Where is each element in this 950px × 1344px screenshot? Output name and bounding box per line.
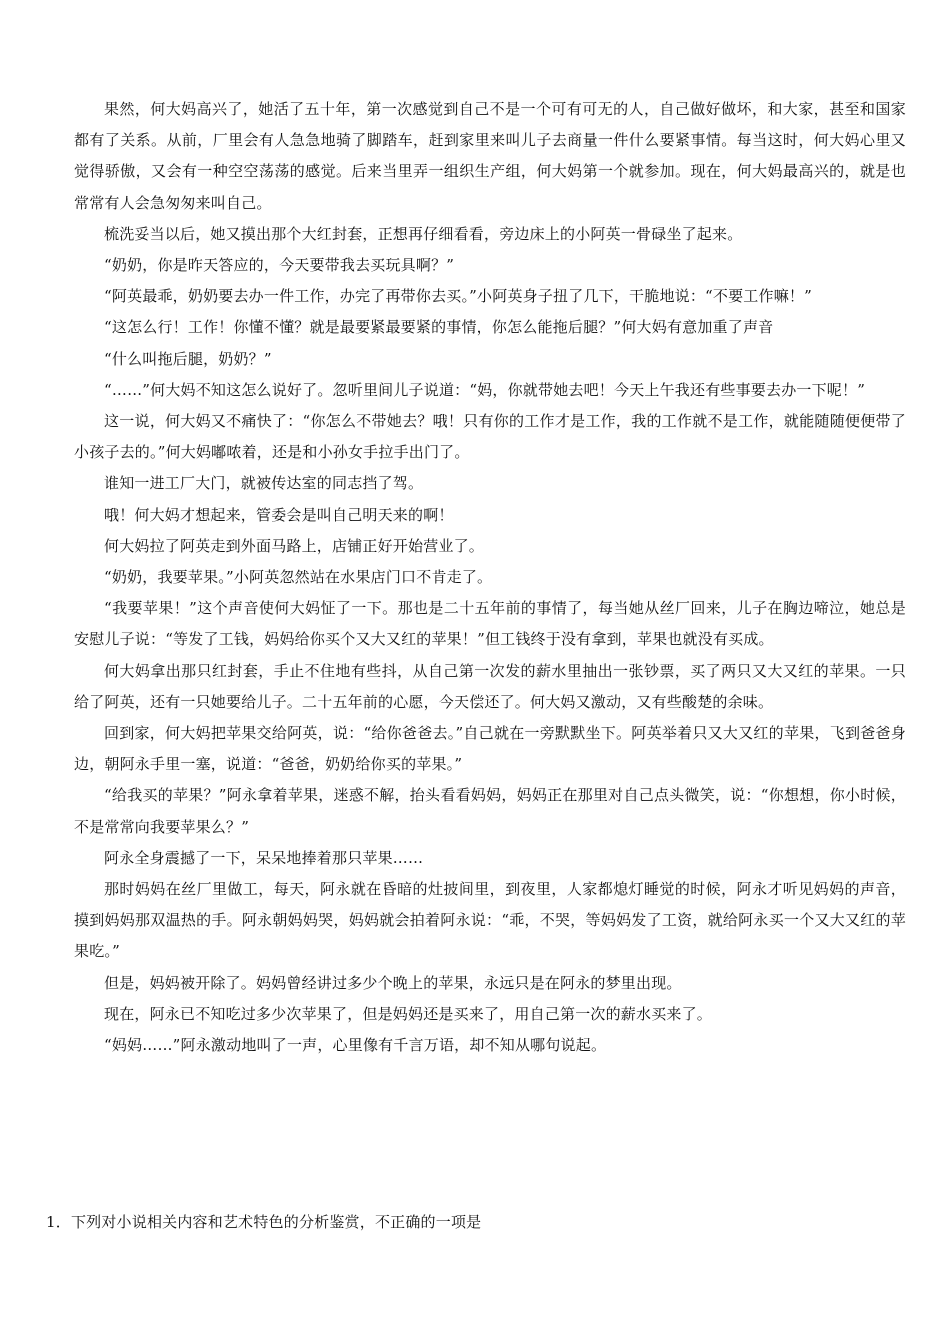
paragraph: 这一说，何大妈又不痛快了：“你怎么不带她去？哦！只有你的工作才是工作，我的工作就不是工作，就能随随便便带了小孩子去的。”何大妈嘟哝着，还是和小孙女手拉手出门了。 xyxy=(74,412,906,462)
paragraph: “我要苹果！”这个声音使何大妈怔了一下。那也是二十五年前的事情了，每当她从丝厂回来，儿子在胸边啼泣，她总是安慰儿子说：“等发了工钱，妈妈给你买个又大又红的苹果！”但工钱终于没有拿到，苹果也就没有买成。 xyxy=(74,599,906,649)
paragraph: 阿永全身震撼了一下，呆呆地捧着那只苹果…… xyxy=(104,848,424,867)
paragraph: 何大妈拿出那只红封套，手止不住地有些抖，从自己第一次发的薪水里抽出一张钞票，买了两只又大又红的苹果。一只给了阿英，还有一只她要给儿子。二十五年前的心愿，今天偿还了。何大妈又激动，又有些酸楚的余味。 xyxy=(74,661,906,711)
question-1: 1．下列对小说相关内容和艺术特色的分析鉴赏，不正确的一项是 xyxy=(46,1213,482,1231)
paragraph: 但是，妈妈被开除了。妈妈曾经讲过多少个晚上的苹果，永远只是在阿永的梦里出现。 xyxy=(104,973,682,992)
paragraph: “奶奶，你是昨天答应的，今天要带我去买玩具啊？” xyxy=(104,256,455,275)
paragraph: 回到家，何大妈把苹果交给阿英，说：“给你爸爸去。”自己就在一旁默默坐下。阿英举着只又大又红的苹果，飞到爸爸身边，朝阿永手里一塞，说道：“爸爸，奶奶给你买的苹果。” xyxy=(74,724,906,774)
paragraph: 谁知一进工厂大门，就被传达室的同志挡了驾。 xyxy=(104,474,424,493)
paragraph: “……”何大妈不知这怎么说好了。忽听里间儿子说道：“妈，你就带她去吧！今天上午我还有些事要去办一下呢！” xyxy=(104,380,866,399)
paragraph: “奶奶，我要苹果。”小阿英忽然站在水果店门口不肯走了。 xyxy=(104,568,493,587)
paragraph: “给我买的苹果？”阿永拿着苹果，迷惑不解，抬头看看妈妈，妈妈正在那里对自己点头微笑，说：“你想想，你小时候，不是常常向我要苹果么？” xyxy=(74,786,906,836)
paragraph: 果然，何大妈高兴了，她活了五十年，第一次感觉到自己不是一个可有可无的人，自己做好做坏，和大家，甚至和国家都有了关系。从前，厂里会有人急急地骑了脚踏车，赶到家里来叫儿子去商量一件什么要紧事情。每当这时，何大妈心里又觉得骄傲，又会有一种空空荡荡的感觉。后来当里弄一组织生产组，何大妈第一个就参加。现在，何大妈最高兴的，就是也常常有人会急匆匆来叫自己。 xyxy=(74,100,906,212)
paragraph: “妈妈……”阿永激动地叫了一声，心里像有千言万语，却不知从哪句说起。 xyxy=(104,1036,607,1055)
paragraph: “这怎么行！工作！你懂不懂？就是最要紧最要紧的事情，你怎么能拖后腿？”何大妈有意加重了声音 xyxy=(104,318,774,337)
paragraph: 那时妈妈在丝厂里做工，每天，阿永就在昏暗的灶披间里，到夜里，人家都熄灯睡觉的时候，阿永才听见妈妈的声音，摸到妈妈那双温热的手。阿永朝妈妈哭，妈妈就会拍着阿永说：“乖，不哭，等妈妈发了工资，就给阿永买一个又大又红的苹果吃。” xyxy=(74,880,906,961)
paragraph: 现在，阿永已不知吃过多少次苹果了，但是妈妈还是买来了，用自己第一次的薪水买来了。 xyxy=(104,1004,713,1023)
paragraph: “阿英最乖，奶奶要去办一件工作，办完了再带你去买。”小阿英身子扭了几下，干脆地说：“不要工作嘛！” xyxy=(104,287,812,306)
paragraph: 何大妈拉了阿英走到外面马路上，店铺正好开始营业了。 xyxy=(104,536,485,555)
paragraph: 梳洗妥当以后，她又摸出那个大红封套，正想再仔细看看，旁边床上的小阿英一骨碌坐了起来。 xyxy=(104,224,743,243)
story-text xyxy=(74,94,906,1061)
paragraph: “什么叫拖后腿，奶奶？” xyxy=(104,349,272,368)
paragraph: 哦！何大妈才想起来，管委会是叫自己明天来的啊！ xyxy=(104,505,454,524)
